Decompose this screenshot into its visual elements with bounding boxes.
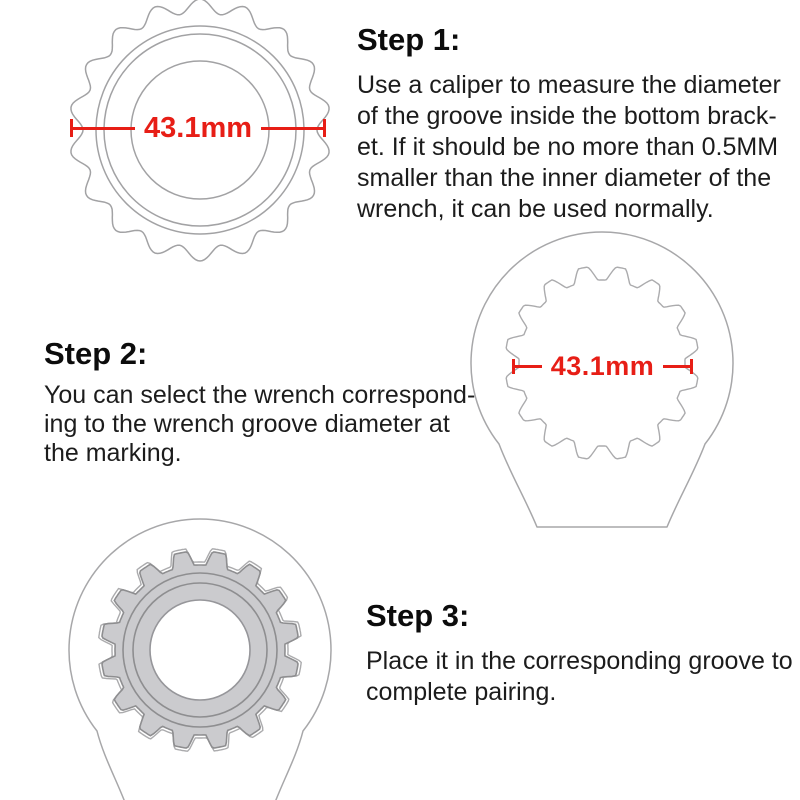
measurement-bottom-bracket-diameter xyxy=(70,110,326,146)
step-1-section xyxy=(357,22,793,225)
step-2-line-1: You can select the wrench correspond- xyxy=(44,381,476,409)
step-3-heading: Step 3: xyxy=(366,598,470,633)
step-1-line-2: of the groove inside the bottom brack- xyxy=(357,102,777,130)
step-1-line-5: wrench, it can be used normally. xyxy=(357,195,714,223)
lockring-bore xyxy=(150,600,250,700)
pairing-diagram xyxy=(55,512,355,800)
dim-tick-right xyxy=(690,359,693,374)
step-1-line-3: et. If it should be no more than 0.5MM xyxy=(357,133,779,161)
step-2-line-2: ing to the wrench groove diameter at xyxy=(44,410,450,438)
dim-line-left xyxy=(73,127,135,130)
dim-tick-right xyxy=(323,119,326,137)
step-3-line-2: complete pairing. xyxy=(366,678,557,706)
dim-line-right xyxy=(261,127,323,130)
step-1-line-1: Use a caliper to measure the diameter xyxy=(357,71,781,99)
step-1-line-4: smaller than the inner diameter of the xyxy=(357,164,772,192)
step-1-heading: Step 1: xyxy=(357,22,461,57)
dim-line-right xyxy=(663,365,690,368)
dim-line-left xyxy=(515,365,542,368)
step-2-heading: Step 2: xyxy=(44,336,148,371)
step-2-line-3: the marking. xyxy=(44,439,182,467)
dim-value: 43.1mm xyxy=(550,350,655,381)
measurement-wrench-groove-diameter xyxy=(512,351,693,381)
step-3-line-1: Place it in the corresponding groove to xyxy=(366,647,793,675)
step-2-section xyxy=(44,336,494,468)
step-3-section xyxy=(366,598,796,708)
dim-value: 43.1mm xyxy=(144,111,253,144)
